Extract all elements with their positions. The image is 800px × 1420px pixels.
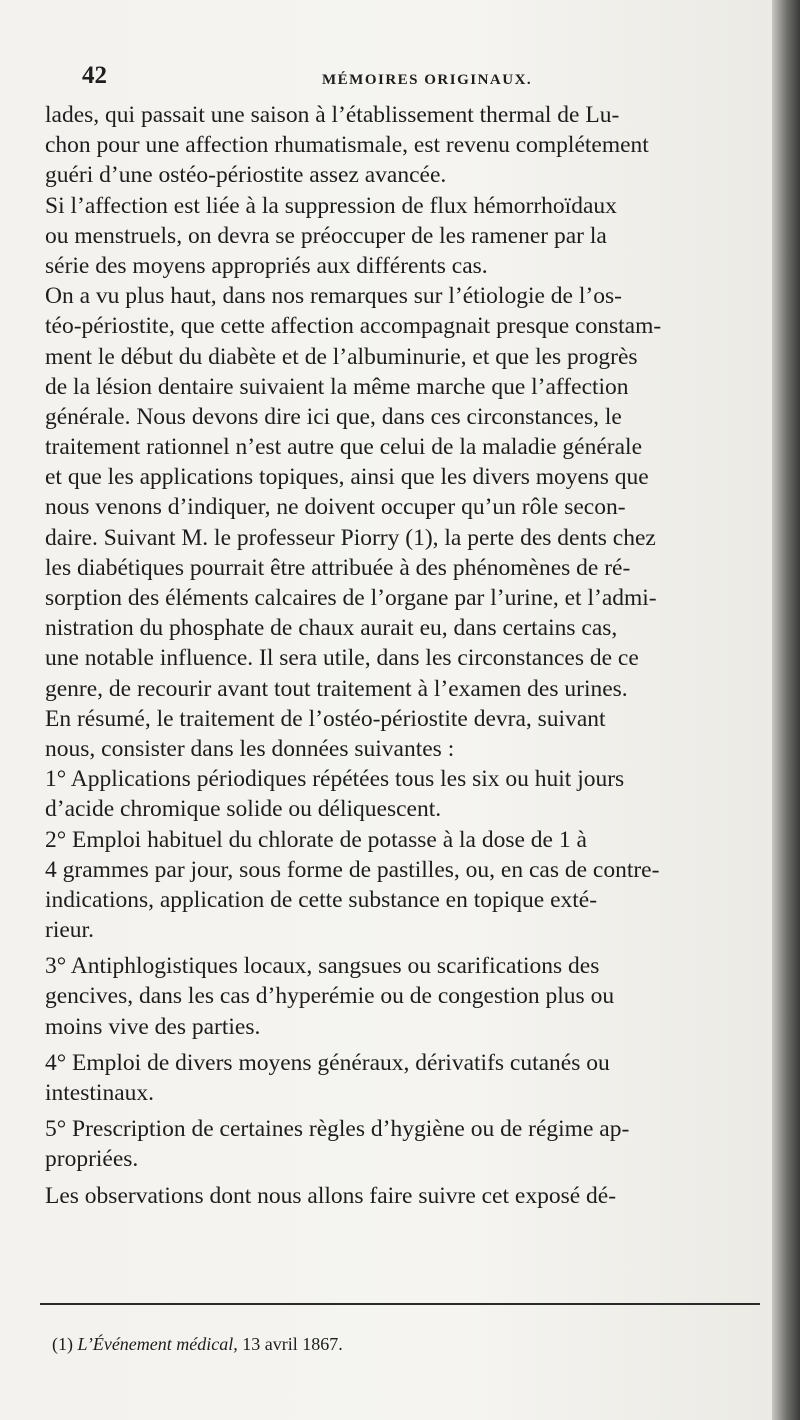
- text-line: moins vive des parties.: [45, 1013, 261, 1040]
- text-line: les diabétiques pourrait être attribuée à des phénomènes de ré-: [45, 554, 631, 581]
- text-line: chon pour une affection rhumatismale, est revenu complétement: [45, 132, 649, 159]
- footnote: [52, 1334, 343, 1355]
- text-line: 1° Applications périodiques répétées tous les six ou huit jours: [45, 766, 625, 793]
- footnote-date: 13 avril 1867.: [242, 1334, 343, 1354]
- text-line: de la lésion dentaire suivaient la même marche que l’affection: [45, 373, 629, 400]
- text-line: série des moyens appropriés aux différents cas.: [45, 252, 488, 279]
- text-line: gencives, dans les cas d’hyperémie ou de congestion plus ou: [45, 983, 615, 1010]
- text-line: guéri d’une ostéo-périostite assez avancée.: [45, 162, 447, 189]
- text-line: 2° Emploi habituel du chlorate de potasse à la dose de 1 à: [45, 826, 587, 853]
- text-line: et que les applications topiques, ainsi que les divers moyens que: [45, 464, 649, 491]
- text-line: lades, qui passait une saison à l’établissement thermal de Lu-: [45, 102, 620, 128]
- text-line: 4 grammes par jour, sous forme de pastilles, ou, en cas de contre-: [45, 856, 660, 883]
- text-line: ment le début du diabète et de l’albuminurie, et que les progrès: [45, 343, 638, 370]
- text-line: sorption des éléments calcaires de l’organe par l’urine, et l’admi-: [45, 585, 657, 611]
- text-line: propriées.: [45, 1146, 139, 1173]
- text-line: rieur.: [45, 917, 94, 944]
- footnote-divider: [40, 1303, 760, 1305]
- page-number: 42: [82, 62, 107, 89]
- book-spine-shadow: [772, 0, 800, 1420]
- body-text: [45, 100, 757, 1211]
- text-line: nous venons d’indiquer, ne doivent occuper qu’un rôle secon-: [45, 494, 626, 521]
- running-title: MÉMOIRES ORIGINAUX.: [322, 72, 533, 88]
- text-line: daire. Suivant M. le professeur Piorry (1), la perte des dents chez: [45, 524, 656, 551]
- text-line: nistration du phosphate de chaux aurait eu, dans certains cas,: [45, 615, 618, 642]
- text-line: traitement rationnel n’est autre que celui de la maladie générale: [45, 434, 643, 461]
- text-line: En résumé, le traitement de l’ostéo-périostite devra, suivant: [45, 705, 606, 732]
- text-line: ou menstruels, on devra se préoccuper de les ramener par la: [45, 222, 607, 249]
- text-line: une notable influence. Il sera utile, dans les circonstances de ce: [45, 645, 639, 672]
- text-line: générale. Nous devons dire ici que, dans ces circonstances, le: [45, 403, 622, 430]
- text-line: 4° Emploi de divers moyens généraux, dérivatifs cutanés ou: [45, 1049, 610, 1076]
- footnote-marker: (1): [52, 1334, 73, 1354]
- text-line: téo-périostite, que cette affection accompagnait presque constam-: [45, 313, 662, 340]
- text-line: d’acide chromique solide ou déliquescent.: [45, 796, 442, 823]
- text-line: nous, consister dans les données suivantes :: [45, 735, 455, 762]
- text-line: intestinaux.: [45, 1080, 154, 1106]
- text-line: 5° Prescription de certaines règles d’hygiène ou de régime ap-: [45, 1116, 630, 1143]
- footnote-source: L’Événement médical,: [77, 1334, 238, 1354]
- text-line: indications, application de cette substance en topique exté-: [45, 886, 598, 913]
- text-line: 3° Antiphlogistiques locaux, sangsues ou scarifications des: [45, 953, 600, 980]
- text-line: Les observations dont nous allons faire suivre cet exposé dé-: [45, 1182, 617, 1209]
- text-line: On a vu plus haut, dans nos remarques sur l’étiologie de l’os-: [45, 283, 622, 310]
- page-header: [82, 62, 762, 94]
- text-line: genre, de recourir avant tout traitement à l’examen des urines.: [45, 675, 628, 702]
- text-line: Si l’affection est liée à la suppression de flux hémorrhoïdaux: [45, 192, 617, 219]
